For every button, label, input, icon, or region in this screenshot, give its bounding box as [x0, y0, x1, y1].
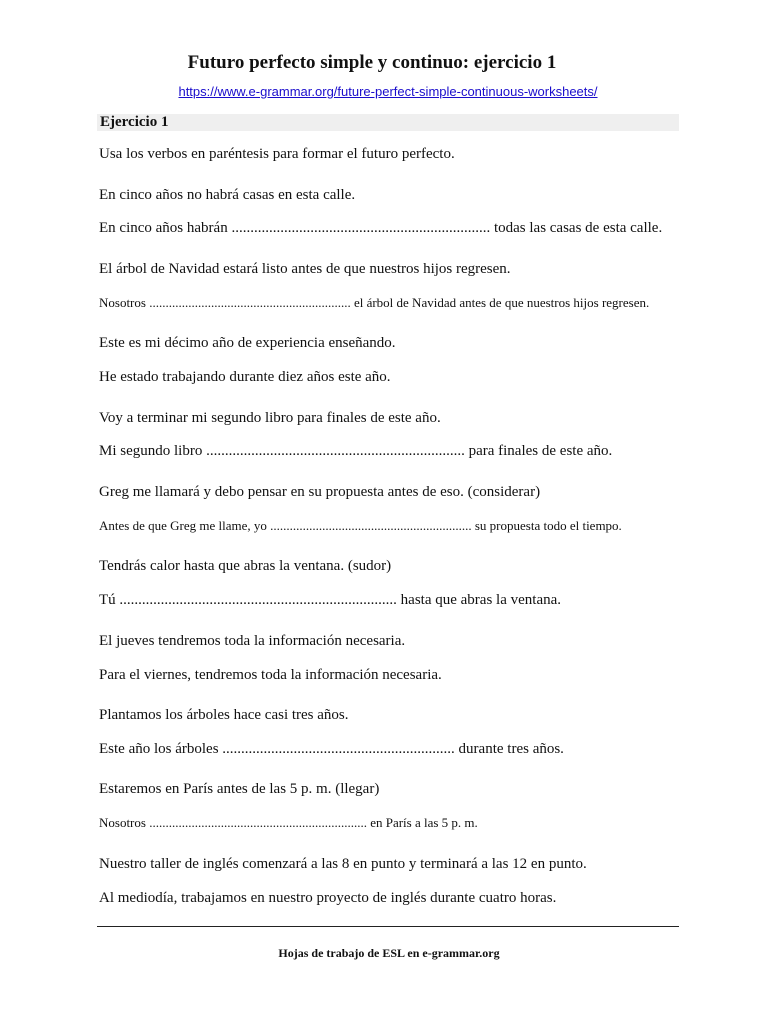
- item-sentence: Plantamos los árboles hace casi tres años.: [99, 707, 349, 723]
- page-title: Futuro perfecto simple y continuo: ejercicio 1: [187, 52, 557, 73]
- item-answer: Antes de que Greg me llame, yo .............................................................. su propuesta todo el tiempo.: [99, 518, 622, 533]
- instructions: Usa los verbos en paréntesis para formar el futuro perfecto.: [99, 146, 455, 162]
- item-answer: Nosotros ................................................................... en París a las 5 p. m.: [99, 815, 478, 830]
- footer-text: Hojas de trabajo de ESL en e-grammar.org: [278, 946, 500, 960]
- item-sentence: Voy a terminar mi segundo libro para finales de este año.: [99, 410, 441, 426]
- item-sentence: Este es mi décimo año de experiencia enseñando.: [99, 335, 396, 351]
- item-answer: Nosotros .............................................................. el árbol de Navidad antes de que nuestros hijos regresen.: [99, 295, 650, 310]
- item-answer: Tú .......................................................................... hasta que abras la ventana.: [99, 592, 562, 608]
- item-answer: Mi segundo libro ..................................................................... para finales de este año.: [99, 443, 613, 459]
- item-answer: Al mediodía, trabajamos en nuestro proyecto de inglés durante cuatro horas.: [99, 890, 557, 906]
- item-sentence: Estaremos en París antes de las 5 p. m. (llegar): [99, 781, 380, 797]
- item-sentence: Tendrás calor hasta que abras la ventana. (sudor): [99, 558, 392, 574]
- item-sentence: Nuestro taller de inglés comenzará a las 8 en punto y terminará a las 12 en punto.: [99, 856, 587, 872]
- item-sentence: Greg me llamará y debo pensar en su propuesta antes de eso. (considerar): [99, 484, 541, 500]
- footer-divider: [97, 926, 679, 927]
- item-answer: He estado trabajando durante diez años este año.: [99, 369, 391, 385]
- item-sentence: En cinco años no habrá casas en esta calle.: [99, 187, 356, 203]
- item-answer: Para el viernes, tendremos toda la información necesaria.: [99, 667, 442, 683]
- section-header: [97, 114, 679, 131]
- item-sentence: El jueves tendremos toda la información necesaria.: [99, 633, 406, 649]
- item-answer: Este año los árboles .............................................................. durante tres años.: [99, 741, 564, 757]
- item-answer: En cinco años habrán ..................................................................... todas las casas de esta calle.: [99, 220, 663, 236]
- section-label: Ejercicio 1: [100, 114, 169, 130]
- item-sentence: El árbol de Navidad estará listo antes de que nuestros hijos regresen.: [99, 261, 511, 277]
- source-link[interactable]: https://www.e-grammar.org/future-perfect-simple-continuous-worksheets/: [178, 84, 598, 99]
